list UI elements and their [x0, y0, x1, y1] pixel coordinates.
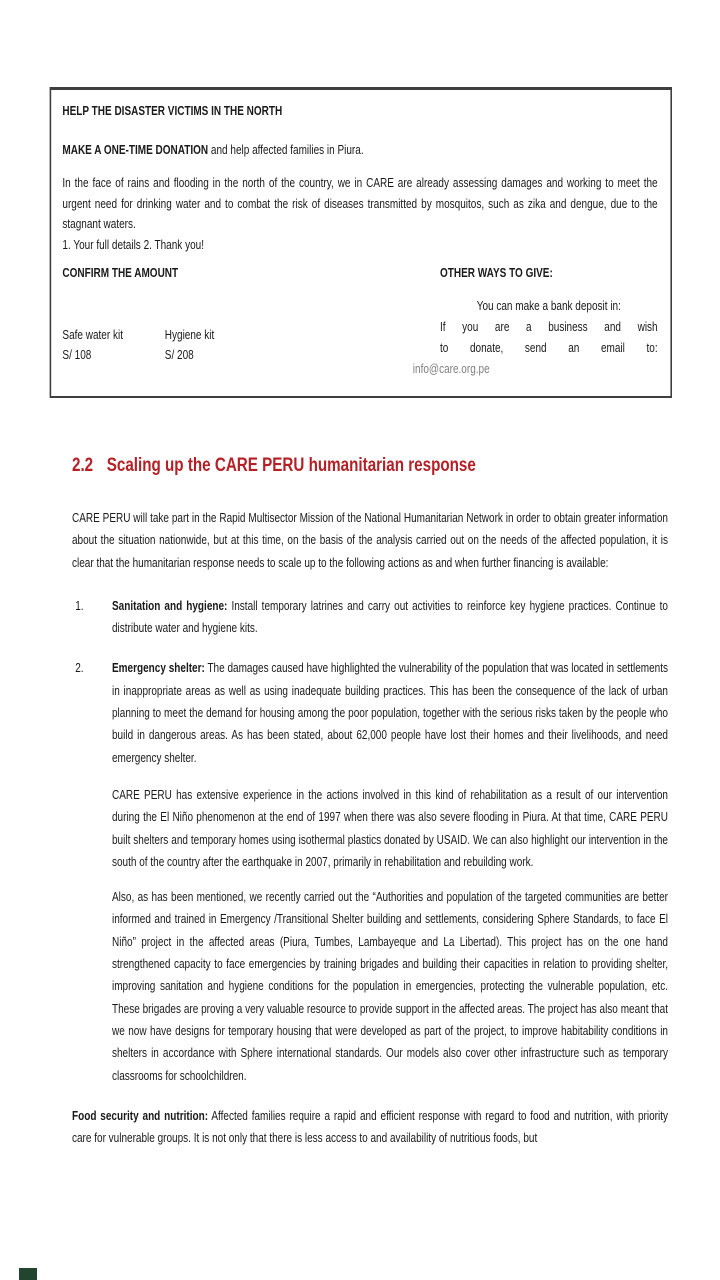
- list-item-number: 1.: [75, 598, 84, 613]
- section-heading: [72, 454, 680, 478]
- list-item-text: Install temporary latrines and carry out activities to reinforce key hygiene practices. Continue to distribute water and hygiene kits.: [112, 598, 668, 636]
- project-paragraph: Also, as has been mentioned, we recently carried out the “Authorities and population of the targeted communities are better informed and trained in Emergency /Transitional Shelter building and settlements, considering Sphere Standards, to face El Niño” project in the affected areas (Piura, Tumbes, Lambayeque and La Libertad). This project has on the one hand strengthened capacity to face emergencies by training brigades and building their capacities in relation to providing shelter, improving sanitation and hygiene conditions for the population in emergencies, protecting the vulnerable population, etc. These brigades are proving a very valuable resource to provide support in the affected areas. The project has also meant that we now have designs for temporary housing that were developed as part of the project, to improve habitability conditions in shelters in accordance with Sphere international standards. Our models also cover other infrastructure such as temporary classrooms for schoolchildren.: [112, 890, 668, 1083]
- food-security-text: Affected families require a rapid and efficient response with regard to food and nutrition, with priority care for vulnerable groups. It is not only that there is less access to and availability of nutritious foods, but: [72, 1108, 668, 1146]
- list-item-number: 2.: [75, 661, 84, 676]
- section-number: 2.2: [72, 455, 94, 476]
- donation-cta-line: [62, 140, 657, 161]
- food-security-lead: Food security and nutrition:: [72, 1108, 209, 1123]
- donation-cta-bold: MAKE A ONE-TIME DONATION: [62, 142, 209, 157]
- confirm-amount-heading: CONFIRM THE AMOUNT: [62, 266, 179, 280]
- kit-name: Safe water kit: [62, 327, 123, 342]
- kit-hygiene: [165, 325, 267, 366]
- list-item-text: The damages caused have highlighted the vulnerability of the population that was located in settlements in inappropriate areas as well as using inadequate building practices. This has been the consequence of the lack of urban planning to meet the demand for housing among the poor population, together with the serious risks taken by the people who build in dangerous areas. As has been stated, about 62,000 people have lost their homes and their livelihoods, and need emergency shelter.: [112, 661, 668, 765]
- section-intro-paragraph: CARE PERU will take part in the Rapid Multisector Mission of the National Humanitarian Network in order to obtain greater information about the situation nationwide, but at this time, on the basis of the analysis carried out on the needs of the affected population, it is clear that the humanitarian response needs to scale up to the following actions as and when further financing is available:: [72, 511, 668, 570]
- donation-intro-paragraph: In the face of rains and flooding in the north of the country, we in CARE are already assessing damages and working to meet the urgent need for drinking water and to combat the risk of diseases transmitted by mosquitos, such as zika and dengue, due to the stagnant waters.: [62, 176, 658, 231]
- list-item-body: [112, 595, 668, 640]
- contact-email-link[interactable]: info@care.org.pe: [412, 362, 490, 376]
- donation-steps-line: 1. Your full details 2. Thank you!: [62, 237, 204, 252]
- list-item-lead: Sanitation and hygiene:: [112, 598, 228, 613]
- donation-box: [50, 87, 672, 398]
- donation-cta-rest: and help affected families in Piura.: [208, 142, 364, 157]
- section-title: Scaling up the CARE PERU humanitarian response: [106, 455, 476, 476]
- donation-box-title: HELP THE DISASTER VICTIMS IN THE NORTH: [62, 104, 283, 118]
- food-security-paragraph: [72, 1105, 668, 1150]
- experience-paragraph: CARE PERU has extensive experience in the actions involved in this kind of rehabilitation as a result of our intervention during the El Niño phenomenon at the end of 1997 when there was also severe flooding in Piura. At that time, CARE PERU built shelters and temporary homes using isothermal plastics donated by USAID. We can also highlight our intervention in the south of the country after the earthquake in 2007, primarily in rehabilitation and rebuilding work.: [112, 787, 668, 869]
- other-ways-column: [412, 263, 658, 380]
- business-line-2: to donate, send an email to:: [440, 341, 658, 355]
- kit-price: S/ 208: [164, 348, 194, 362]
- page-footer-mark: [19, 1268, 37, 1280]
- numbered-list: [0, 595, 720, 769]
- list-item-body: [112, 657, 668, 768]
- list-item-lead: Emergency shelter:: [112, 661, 205, 676]
- kit-name: Hygiene kit: [164, 327, 215, 342]
- donation-columns: [62, 263, 657, 380]
- list-item: [75, 595, 668, 640]
- business-line-1: If you are a business and wish: [440, 320, 658, 334]
- kits-row: [62, 325, 398, 366]
- list-item: [75, 657, 668, 768]
- kit-safe-water: [62, 325, 164, 366]
- other-ways-heading: OTHER WAYS TO GIVE:: [440, 266, 553, 280]
- confirm-amount-column: [62, 263, 398, 380]
- bank-deposit-line: You can make a bank deposit in:: [476, 299, 621, 313]
- kit-price: S/ 108: [62, 348, 92, 362]
